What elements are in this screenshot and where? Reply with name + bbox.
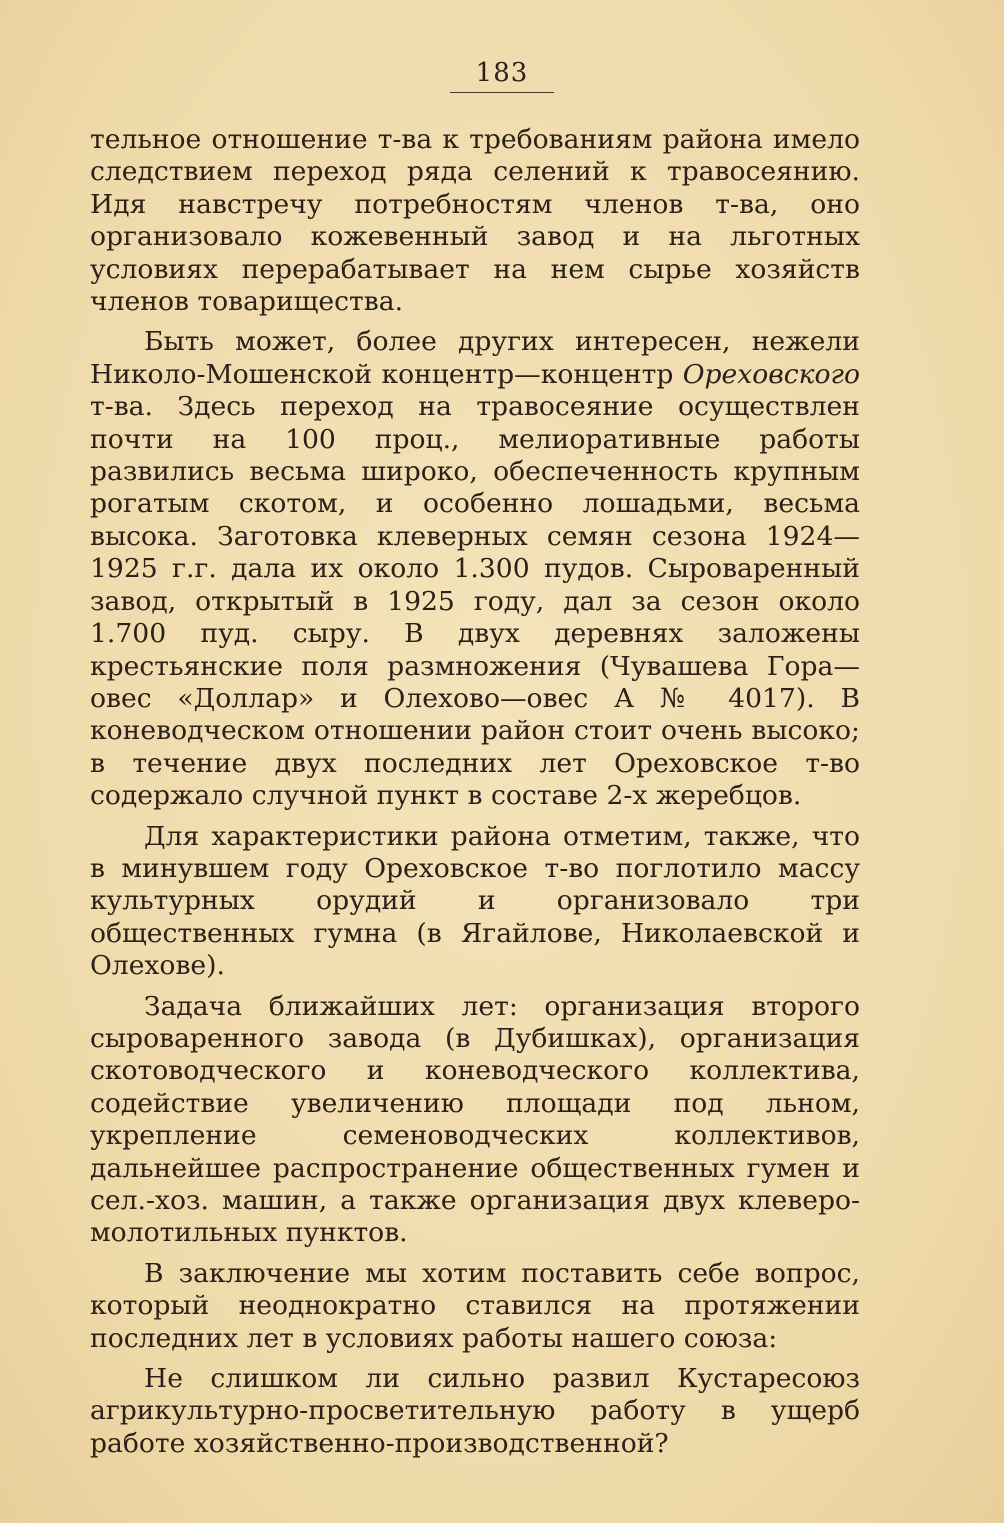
paragraph-conclusion: В заключение мы хотим поставить себе вопрос, который неоднократно ставился на протяжении последних лет в условиях работы нашего союза: [90, 1257, 860, 1354]
paragraph-text-start: Быть может, более других интересен, нежели Николо-Мошенской концентр—концентр [90, 326, 860, 390]
paragraph-continuation: тельное отношение т-ва к требованиям района имело следствием переход ряда селений к травосеянию. Идя навстречу потребностям членов т-ва, оно организовало кожевенный завод и на льготных условиях перерабатывает на нем сырье хозяйств членов товарищества. [90, 124, 860, 318]
page-number: 183 [450, 58, 555, 93]
italic-emphasis: Ореховского [682, 358, 860, 390]
page-body [90, 124, 860, 1468]
paragraph-district-characteristics: Для характеристики района отметим, также, что в минувшем году Ореховское т-во поглотило массу культурных орудий и организовало три общественных гумна (в Ягайлове, Николаевской и Олехове). [90, 820, 860, 982]
paragraph-question: Не слишком ли сильно развил Кустаресоюз агрикультурно-просветительную работу в ущерб работе хозяйственно-производственной? [90, 1363, 860, 1459]
paragraph-orekhovo-district [90, 326, 860, 812]
page-header [0, 58, 1004, 93]
paragraph-text-end: т-ва. Здесь переход на травосеяние осуществлен почти на 100 проц., мелиоративные работы развились весьма широко, обеспеченность крупным рогатым скотом, и особенно лошадьми, весьма высока. Заготовка клеверных семян сезона 1924—1925 г.г. дала их около 1.300 пудов. Сыроваренный завод, открытый в 1925 году, дал за сезон около 1.700 пуд. сыру. В двух деревнях заложены крестьянские поля размножения (Чувашева Гора—овес «Доллар» и Олехово—овес А № 4017). В коневодческом отношении район стоит очень высоко; в течение двух последних лет Ореховское т-во содержало случной пункт в составе 2-х жеребцов. [90, 391, 860, 812]
paragraph-tasks: Задача ближайших лет: организация второго сыроваренного завода (в Дубишках), организация скотоводческого и коневодческого коллектива, содействие увеличению площади под льном, укрепление семеноводческих коллективов, дальнейшее распространение общественных гумен и сел.-хоз. машин, а также организация двух клеверо-молотильных пунктов. [90, 990, 860, 1249]
